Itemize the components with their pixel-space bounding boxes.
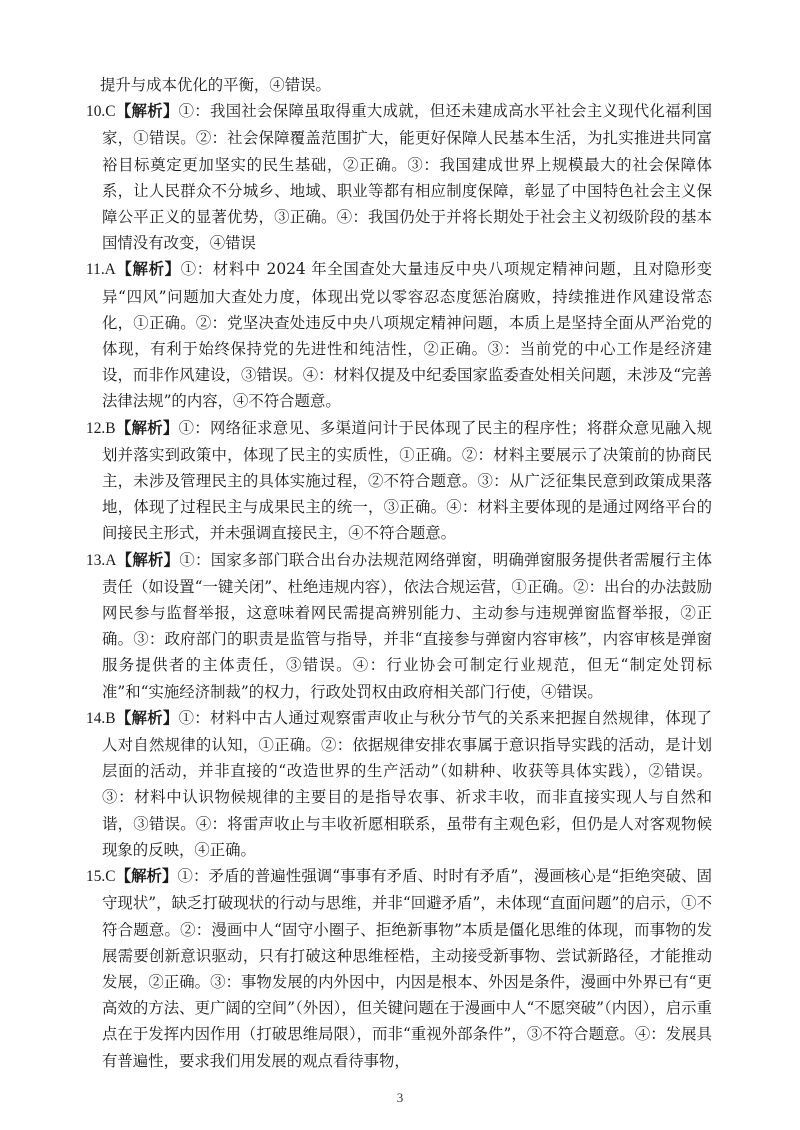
- item-number: 12.B: [86, 419, 116, 437]
- answer-item-14: [86, 705, 712, 863]
- analysis-tag: 【解析】: [115, 418, 179, 437]
- answer-item-10: [86, 98, 712, 256]
- item-text: ①：我国社会保障虽取得重大成就，但还未建成高水平社会主义现代化福利国家，①错误。②：社会保障覆盖范围扩大，能更好保障人民基本生活，为扎实推进共同富裕目标奠定更加坚实的民生基础，②正确。③：我国建成世界上规模最大的社会保障体系，让人民群众不分城乡、地域、职业等都有相应制度保障，彰显了中国特色社会主义保障公平正义的显著优势，③正确。④：我国仍处于并将长期处于社会主义初级阶段的基本国情没有改变，④错误: [102, 102, 712, 253]
- item-number: 13.A: [86, 551, 117, 569]
- analysis-tag: 【解析】: [116, 550, 180, 569]
- item-text: ①：材料中古人通过观察雷声收止与秋分节气的关系来把握自然规律，体现了人对自然规律的认知，①正确。②：依据规律安排农事属于意识指导实践的活动，是计划层面的活动，并非直接的“改造世界的生产活动”（如耕种、收获等具体实践），②错误。③：材料中认识物候规律的主要目的是指导农事、祈求丰收，而非直接实现人与自然和谐，③错误。④：将雷声收止与丰收祈愿相联系，虽带有主观色彩，但仍是人对客观物候现象的反映，④正确。: [102, 708, 712, 859]
- answer-item-12: [86, 415, 712, 547]
- continuation-paragraph: 提升与成本优化的平衡，④错误。: [100, 76, 331, 94]
- answer-item-11: [86, 256, 712, 414]
- item-text: ①：国家多部门联合出台办法规范网络弹窗，明确弹窗服务提供者需履行主体责任（如设置“一键关闭”、杜绝违规内容），依法合规运营，①正确。②：出台的办法鼓励网民参与监督举报，这意味着网民需提高辨别能力、主动参与违规弹窗监督举报，②正确。③：政府部门的职责是监管与指导，并非“直接参与弹窗内容审核”，内容审核是弹窗服务提供者的主体责任，③错误。④：行业协会可制定行业规范，但无“制定处罚标准”和“实施经济制裁”的权力，行政处罚权由政府相关部门行使，④错误。: [102, 550, 712, 701]
- item-text: ①：材料中 2024 年全国查处大量违反中央八项规定精神问题，且对隐形变异“四风”问题加大查处力度，体现出党以零容忍态度惩治腐败，持续推进作风建设常态化，①正确。②：党坚决查处违反中央八项规定精神问题，本质上是坚持全面从严治党的体现，有利于始终保持党的先进性和纯洁性，②正确。③：当前党的中心工作是经济建设，而非作风建设，③错误。④：材料仅提及中纪委国家监委查处相关问题，未涉及“完善法律法规”的内容，④不符合题意。: [102, 260, 712, 411]
- page-number: 3: [396, 1090, 404, 1105]
- item-number: 15.C: [86, 868, 116, 886]
- item-number: 11.A: [86, 261, 116, 279]
- item-number: 10.C: [86, 103, 116, 121]
- item-text: ①：网络征求意见、多渠道问计于民体现了民主的程序性；将群众意见融入规划并落实到政策中，体现了民主的实质性，①正确。②：材料主要展示了决策前的协商民主，未涉及管理民主的具体实施过程，②不符合题意。③：从广泛征集民意到政策成果落地，体现了过程民主与成果民主的统一，③正确。④：材料主要体现的是通过网络平台的间接民主形式，并未强调直接民主，④不符合题意。: [102, 418, 712, 543]
- analysis-tag: 【解析】: [115, 102, 179, 121]
- answer-item-15: [86, 863, 712, 1074]
- answer-item-13: [86, 547, 712, 705]
- analysis-tag: 【解析】: [115, 260, 181, 279]
- analysis-tag: 【解析】: [115, 867, 178, 886]
- item-number: 14.B: [86, 709, 116, 727]
- analysis-tag: 【解析】: [115, 708, 179, 727]
- item-text: ①：矛盾的普遍性强调“事事有矛盾、时时有矛盾”，漫画核心是“拒绝突破、固守现状”，缺乏打破现状的行动与思维，并非“回避矛盾”，未体现“直面问题”的启示，①不符合题意。②：漫画中人“固守小圈子、拒绝新事物”本质是僵化思维的体现，而事物的发展需要创新意识驱动，只有打破这种思维桎梏，主动接受新事物、尝试新路径，才能推动发展，②正确。③：事物发展的内外因中，内因是根本、外因是条件，漫画中外界已有“更高效的方法、更广阔的空间”（外因），但关键问题在于漫画中人“不愿突破”（内因），启示重点在于发挥内因作用（打破思维局限），而非“重视外部条件”，③不符合题意。④：发展具有普遍性，要求我们用发展的观点看待事物，: [102, 867, 712, 1070]
